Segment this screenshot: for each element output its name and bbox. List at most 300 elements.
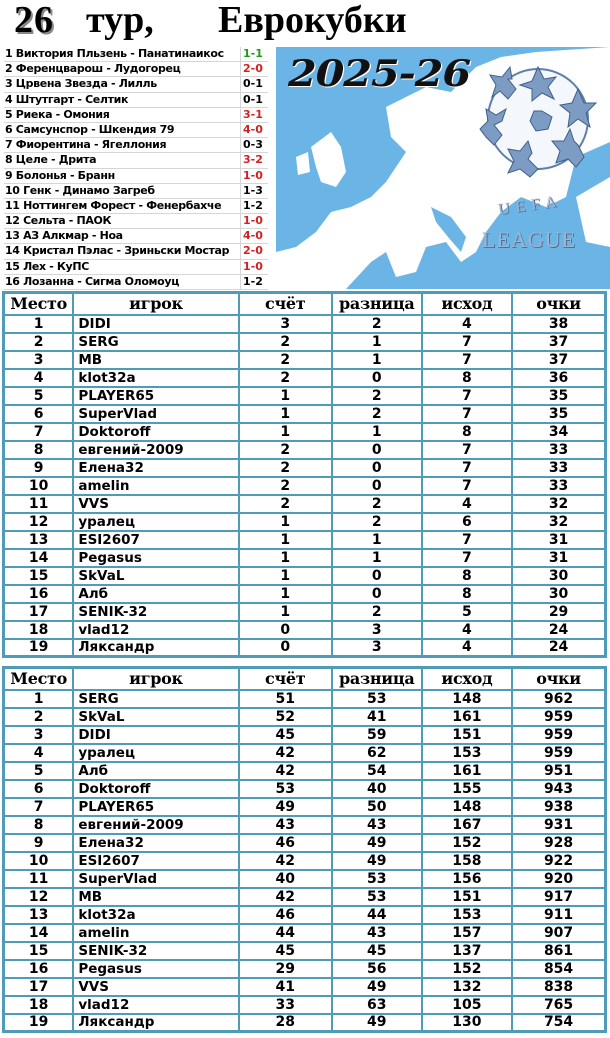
cell-outcome: 156 [422, 870, 512, 888]
cell-score: 53 [239, 780, 332, 798]
cell-place: 6 [4, 405, 74, 423]
table-row [4, 639, 606, 657]
cell-outcome: 7 [422, 477, 512, 495]
cell-score: 46 [239, 834, 332, 852]
cell-points: 29 [512, 603, 605, 621]
cell-outcome: 4 [422, 315, 512, 333]
table-row [4, 585, 606, 603]
match-name: 1 Виктория Пльзень - Панатинаикос [5, 47, 224, 60]
table-row [4, 888, 606, 906]
cell-points: 920 [512, 870, 605, 888]
cell-outcome: 161 [422, 708, 512, 726]
match-name: 8 Целе - Дрита [5, 153, 97, 167]
cell-player: amelin [73, 924, 238, 942]
cell-points: 838 [512, 978, 605, 996]
match-name: 13 АЗ Алкмар - Ноа [5, 229, 123, 243]
cell-place: 9 [4, 834, 74, 852]
cell-points: 861 [512, 942, 605, 960]
cell-difference: 53 [332, 690, 422, 708]
match-name: 3 Црвена Звезда - Лилль [5, 77, 157, 91]
cell-points: 36 [512, 369, 605, 387]
competition-name: Еврокубки [218, 0, 407, 41]
table-row [4, 315, 606, 333]
match-name: 10 Генк - Динамо Загреб [5, 183, 155, 197]
cell-difference: 45 [332, 942, 422, 960]
col-header-difference: разница [332, 293, 422, 315]
cell-outcome: 8 [422, 567, 512, 585]
round-word: тур, [86, 0, 154, 41]
season-label: 2025-26 [288, 53, 470, 95]
match-score: 0-1 [240, 93, 268, 108]
cell-difference: 59 [332, 726, 422, 744]
cell-place: 7 [4, 798, 74, 816]
col-header-outcome: исход [422, 293, 512, 315]
cell-points: 37 [512, 333, 605, 351]
cell-outcome: 132 [422, 978, 512, 996]
cell-points: 754 [512, 1014, 605, 1032]
match-list [4, 47, 268, 290]
cell-score: 2 [239, 459, 332, 477]
cell-difference: 40 [332, 780, 422, 798]
cell-points: 765 [512, 996, 605, 1014]
col-header-points: очки [512, 293, 605, 315]
cell-score: 33 [239, 996, 332, 1014]
cell-score: 42 [239, 762, 332, 780]
match-score: 1-2 [240, 199, 268, 214]
cell-difference: 53 [332, 870, 422, 888]
table-row [4, 369, 606, 387]
table-row [4, 798, 606, 816]
table-row [4, 978, 606, 996]
table-row [4, 333, 606, 351]
cell-difference: 49 [332, 852, 422, 870]
match-name: 11 Ноттингем Форест - Фенербахче [5, 198, 222, 212]
match-row [4, 138, 268, 153]
cell-difference: 44 [332, 906, 422, 924]
cell-player: Pegasus [73, 960, 238, 978]
match-score: 1-0 [240, 214, 268, 229]
table-row [4, 531, 606, 549]
match-score: 3-2 [240, 153, 268, 168]
cell-points: 931 [512, 816, 605, 834]
match-score: 2-0 [240, 244, 268, 259]
cell-player: SERG [73, 690, 238, 708]
cell-points: 31 [512, 549, 605, 567]
table-row [4, 780, 606, 798]
cell-place: 14 [4, 549, 74, 567]
cell-place: 13 [4, 531, 74, 549]
page-title [0, 0, 610, 44]
cell-place: 6 [4, 780, 74, 798]
table-row [4, 870, 606, 888]
cell-points: 962 [512, 690, 605, 708]
cell-difference: 2 [332, 495, 422, 513]
cell-outcome: 153 [422, 906, 512, 924]
cell-place: 18 [4, 621, 74, 639]
cell-points: 951 [512, 762, 605, 780]
cell-place: 15 [4, 567, 74, 585]
cell-points: 24 [512, 621, 605, 639]
overall-standings-table [2, 666, 607, 1033]
cell-outcome: 8 [422, 423, 512, 441]
cell-place: 18 [4, 996, 74, 1014]
cell-player: DIDI [73, 315, 238, 333]
cell-place: 13 [4, 906, 74, 924]
cell-difference: 49 [332, 978, 422, 996]
cell-place: 12 [4, 888, 74, 906]
cell-player: SENIK-32 [73, 942, 238, 960]
cell-score: 2 [239, 441, 332, 459]
cell-outcome: 105 [422, 996, 512, 1014]
table-row [4, 960, 606, 978]
cell-points: 943 [512, 780, 605, 798]
cell-player: ESI2607 [73, 852, 238, 870]
cell-player: Doktoroff [73, 423, 238, 441]
cell-difference: 1 [332, 333, 422, 351]
cell-points: 35 [512, 405, 605, 423]
cell-outcome: 8 [422, 369, 512, 387]
table-row [4, 405, 606, 423]
cell-player: евгений-2009 [73, 441, 238, 459]
table-row [4, 621, 606, 639]
cell-difference: 43 [332, 924, 422, 942]
cell-outcome: 7 [422, 405, 512, 423]
table-row [4, 513, 606, 531]
match-name: 4 Штутгарт - Селтик [5, 92, 129, 106]
cell-place: 1 [4, 315, 74, 333]
match-row [4, 108, 268, 123]
match-row [4, 123, 268, 138]
cell-score: 45 [239, 726, 332, 744]
cell-outcome: 152 [422, 834, 512, 852]
match-name: 6 Самсунспор - Шкендия 79 [5, 122, 175, 136]
cell-player: SERG [73, 333, 238, 351]
cell-player: PLAYER65 [73, 798, 238, 816]
cell-place: 16 [4, 585, 74, 603]
match-row [4, 153, 268, 168]
match-score: 1-2 [240, 275, 268, 290]
cell-place: 11 [4, 495, 74, 513]
table-row [4, 423, 606, 441]
match-score: 1-0 [240, 260, 268, 275]
match-row [4, 275, 268, 290]
cell-place: 10 [4, 477, 74, 495]
cell-player: уралец [73, 513, 238, 531]
cell-difference: 0 [332, 567, 422, 585]
cell-place: 5 [4, 387, 74, 405]
cell-difference: 63 [332, 996, 422, 1014]
table-row [4, 834, 606, 852]
cell-player: vlad12 [73, 621, 238, 639]
cell-place: 8 [4, 816, 74, 834]
cell-outcome: 7 [422, 351, 512, 369]
cell-score: 41 [239, 978, 332, 996]
cell-place: 7 [4, 423, 74, 441]
match-name: 14 Кристал Пэлас - Зриньски Мостар [5, 244, 230, 258]
cell-outcome: 148 [422, 690, 512, 708]
cell-points: 917 [512, 888, 605, 906]
cell-score: 44 [239, 924, 332, 942]
cell-score: 1 [239, 585, 332, 603]
cell-outcome: 148 [422, 798, 512, 816]
cell-difference: 54 [332, 762, 422, 780]
table-row [4, 726, 606, 744]
uefa-text: UEFA [497, 192, 564, 219]
cell-score: 0 [239, 621, 332, 639]
cell-player: Ляксандр [73, 639, 238, 657]
cell-difference: 0 [332, 459, 422, 477]
cell-score: 42 [239, 744, 332, 762]
table-row [4, 996, 606, 1014]
cell-score: 1 [239, 603, 332, 621]
match-name: 5 Риека - Омония [5, 107, 110, 121]
cell-place: 19 [4, 1014, 74, 1032]
match-row [4, 93, 268, 108]
col-header-outcome: исход [422, 668, 512, 690]
table-row [4, 816, 606, 834]
cell-player: SkVaL [73, 708, 238, 726]
league-text: LEAGUE [482, 227, 576, 252]
cell-place: 10 [4, 852, 74, 870]
cell-difference: 1 [332, 531, 422, 549]
cell-player: уралец [73, 744, 238, 762]
cell-place: 17 [4, 603, 74, 621]
match-row [4, 47, 268, 62]
match-name: 9 Болонья - Бранн [5, 168, 115, 182]
cell-player: MB [73, 888, 238, 906]
cell-difference: 0 [332, 585, 422, 603]
match-score: 2-0 [240, 62, 268, 77]
cell-points: 907 [512, 924, 605, 942]
cell-player: SuperVlad [73, 405, 238, 423]
cell-player: DIDI [73, 726, 238, 744]
table-row [4, 690, 606, 708]
cell-outcome: 158 [422, 852, 512, 870]
match-row [4, 214, 268, 229]
cell-score: 49 [239, 798, 332, 816]
cell-outcome: 151 [422, 726, 512, 744]
table-row [4, 495, 606, 513]
cell-points: 854 [512, 960, 605, 978]
cell-place: 11 [4, 870, 74, 888]
table-row [4, 351, 606, 369]
cell-points: 959 [512, 708, 605, 726]
cell-points: 33 [512, 459, 605, 477]
cell-outcome: 7 [422, 459, 512, 477]
cell-player: Елена32 [73, 459, 238, 477]
cell-points: 38 [512, 315, 605, 333]
cell-player: SuperVlad [73, 870, 238, 888]
cell-points: 922 [512, 852, 605, 870]
table-row [4, 708, 606, 726]
match-row [4, 77, 268, 92]
cell-score: 52 [239, 708, 332, 726]
cell-points: 959 [512, 744, 605, 762]
table-header-row [4, 668, 606, 690]
cell-player: VVS [73, 495, 238, 513]
match-score: 3-1 [240, 108, 268, 123]
table-row [4, 603, 606, 621]
cell-score: 1 [239, 387, 332, 405]
cell-place: 4 [4, 744, 74, 762]
table-row [4, 1014, 606, 1032]
cell-score: 40 [239, 870, 332, 888]
cell-outcome: 4 [422, 639, 512, 657]
table-row [4, 459, 606, 477]
cell-score: 42 [239, 888, 332, 906]
cell-difference: 0 [332, 369, 422, 387]
match-score: 1-0 [240, 169, 268, 184]
cell-points: 33 [512, 441, 605, 459]
cell-place: 1 [4, 690, 74, 708]
cell-difference: 49 [332, 1014, 422, 1032]
col-header-place: Место [4, 293, 74, 315]
match-name: 12 Сельта - ПАОК [5, 214, 112, 228]
cell-score: 1 [239, 567, 332, 585]
cell-difference: 41 [332, 708, 422, 726]
cell-difference: 43 [332, 816, 422, 834]
cell-outcome: 7 [422, 441, 512, 459]
cell-place: 15 [4, 942, 74, 960]
table-header-row [4, 293, 606, 315]
table-row [4, 762, 606, 780]
cell-points: 32 [512, 513, 605, 531]
match-row [4, 260, 268, 275]
cell-player: Алб [73, 585, 238, 603]
cell-outcome: 152 [422, 960, 512, 978]
cell-difference: 2 [332, 513, 422, 531]
match-row [4, 244, 268, 259]
match-row [4, 199, 268, 214]
cell-difference: 49 [332, 834, 422, 852]
cell-outcome: 151 [422, 888, 512, 906]
match-score: 1-1 [240, 47, 268, 62]
cell-outcome: 7 [422, 531, 512, 549]
cell-points: 37 [512, 351, 605, 369]
cell-points: 911 [512, 906, 605, 924]
cell-outcome: 6 [422, 513, 512, 531]
cell-place: 9 [4, 459, 74, 477]
cell-difference: 3 [332, 639, 422, 657]
table-row [4, 924, 606, 942]
col-header-place: Место [4, 668, 74, 690]
cell-difference: 2 [332, 315, 422, 333]
cell-difference: 2 [332, 387, 422, 405]
cell-points: 30 [512, 585, 605, 603]
cell-place: 5 [4, 762, 74, 780]
cell-place: 2 [4, 333, 74, 351]
match-score: 0-1 [240, 77, 268, 92]
cell-place: 2 [4, 708, 74, 726]
cell-difference: 1 [332, 351, 422, 369]
cell-score: 1 [239, 423, 332, 441]
cell-difference: 62 [332, 744, 422, 762]
cell-score: 46 [239, 906, 332, 924]
cell-place: 4 [4, 369, 74, 387]
table-row [4, 942, 606, 960]
cell-points: 33 [512, 477, 605, 495]
cell-outcome: 167 [422, 816, 512, 834]
col-header-score: счёт [239, 293, 332, 315]
cell-score: 51 [239, 690, 332, 708]
cell-difference: 50 [332, 798, 422, 816]
match-name: 15 Лех - КуПС [5, 259, 89, 273]
cell-player: Елена32 [73, 834, 238, 852]
cell-player: евгений-2009 [73, 816, 238, 834]
cell-player: VVS [73, 978, 238, 996]
cell-player: vlad12 [73, 996, 238, 1014]
cell-points: 35 [512, 387, 605, 405]
cell-points: 928 [512, 834, 605, 852]
cell-points: 959 [512, 726, 605, 744]
cell-outcome: 161 [422, 762, 512, 780]
match-score: 4-0 [240, 123, 268, 138]
cell-difference: 2 [332, 405, 422, 423]
cell-score: 2 [239, 495, 332, 513]
cell-score: 3 [239, 315, 332, 333]
match-score: 0-3 [240, 138, 268, 153]
cell-outcome: 4 [422, 495, 512, 513]
table-row [4, 906, 606, 924]
table-row [4, 441, 606, 459]
table-row [4, 387, 606, 405]
cell-difference: 1 [332, 549, 422, 567]
table-row [4, 852, 606, 870]
cell-outcome: 153 [422, 744, 512, 762]
cell-player: klot32a [73, 906, 238, 924]
cell-player: SkVaL [73, 567, 238, 585]
cell-score: 43 [239, 816, 332, 834]
cell-points: 32 [512, 495, 605, 513]
cell-difference: 56 [332, 960, 422, 978]
cell-score: 1 [239, 549, 332, 567]
round-standings-table [2, 291, 607, 658]
cell-difference: 0 [332, 477, 422, 495]
cell-score: 29 [239, 960, 332, 978]
cell-place: 19 [4, 639, 74, 657]
cell-place: 14 [4, 924, 74, 942]
cell-points: 31 [512, 531, 605, 549]
cell-player: klot32a [73, 369, 238, 387]
cell-score: 2 [239, 477, 332, 495]
cell-score: 1 [239, 405, 332, 423]
table-row [4, 549, 606, 567]
match-name: 2 Ференцварош - Лудогорец [5, 62, 181, 76]
cell-place: 12 [4, 513, 74, 531]
match-row [4, 169, 268, 184]
cell-difference: 2 [332, 603, 422, 621]
col-header-points: очки [512, 668, 605, 690]
cell-score: 1 [239, 513, 332, 531]
cell-points: 30 [512, 567, 605, 585]
cell-player: SENIK-32 [73, 603, 238, 621]
cell-outcome: 7 [422, 549, 512, 567]
cell-score: 1 [239, 531, 332, 549]
match-name: 16 Лозанна - Сигма Оломоуц [5, 274, 180, 288]
europe-map-banner [276, 47, 610, 289]
match-row [4, 62, 268, 77]
cell-difference: 3 [332, 621, 422, 639]
cell-outcome: 8 [422, 585, 512, 603]
match-name: 7 Фиорентина - Ягеллония [5, 138, 167, 152]
cell-place: 3 [4, 726, 74, 744]
col-header-player: игрок [73, 293, 238, 315]
round-number: 26 [14, 0, 54, 41]
cell-difference: 53 [332, 888, 422, 906]
col-header-player: игрок [73, 668, 238, 690]
table-row [4, 567, 606, 585]
cell-outcome: 7 [422, 333, 512, 351]
